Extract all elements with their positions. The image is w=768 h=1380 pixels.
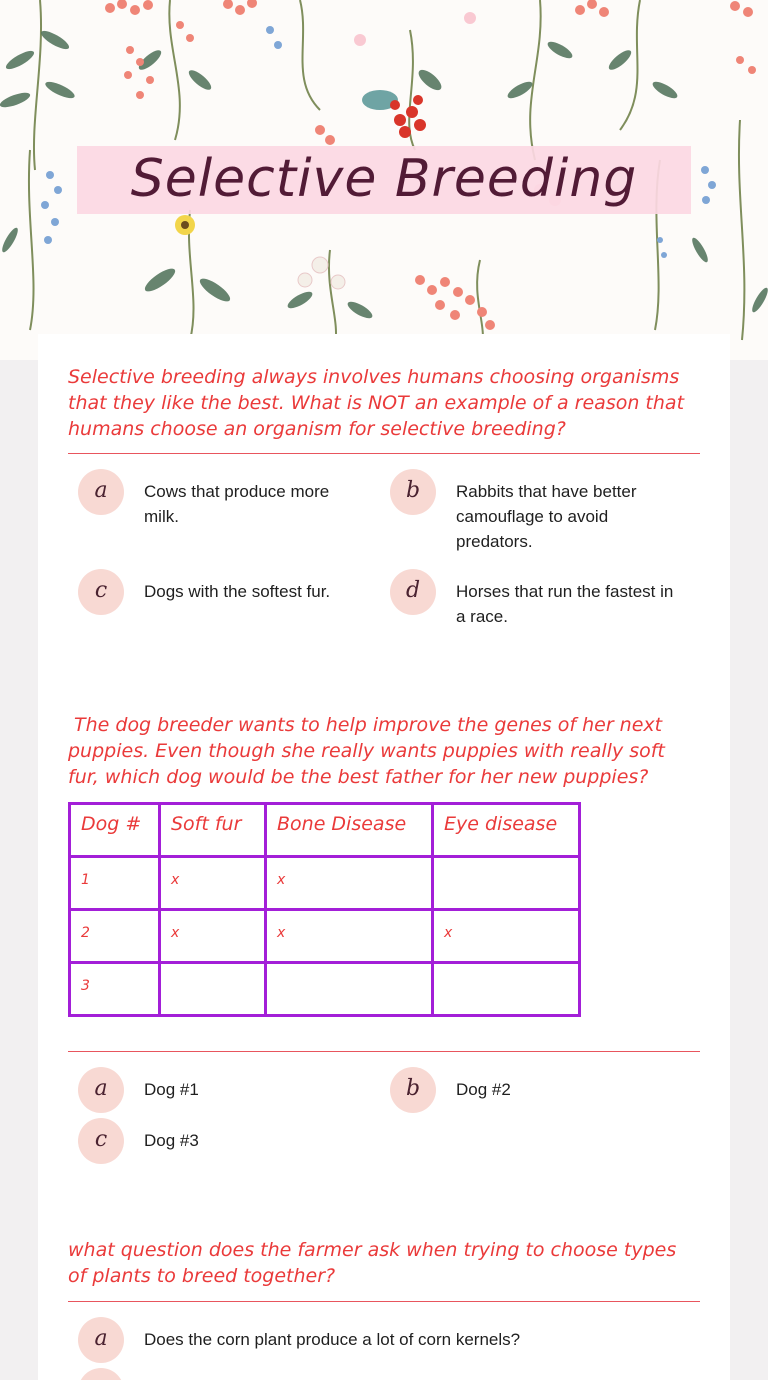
page-title: Selective Breeding [130,149,638,209]
table-cell: x [266,857,433,910]
table-header-cell: Dog # [70,804,160,857]
divider [68,1301,700,1302]
option-letter: b [390,469,436,515]
table-cell: x [160,910,266,963]
option-letter: a [78,1067,124,1113]
option-text: Rabbits that have better camouflage to avoid predators. [456,482,637,551]
option-letter: b [390,1067,436,1113]
table-cell: 1 [70,857,160,910]
option-letter: d [390,569,436,615]
option-text: Horses that run the fastest in a race. [456,582,674,626]
table-row [70,910,580,963]
table-header-cell: Bone Disease [266,804,433,857]
option-letter: c [78,569,124,615]
option-letter: c [78,1118,124,1164]
table-cell [433,963,580,1016]
table-row [70,963,580,1016]
option-letter [78,1368,124,1380]
option-letter: a [78,469,124,515]
table-cell [266,963,433,1016]
option-text: Dogs with the softest fur. [144,582,331,601]
table-cell: x [266,910,433,963]
table-header-cell: Eye disease [433,804,580,857]
table-header-cell: Soft fur [160,804,266,857]
table-cell: 3 [70,963,160,1016]
option-text: Dog #3 [144,1131,199,1150]
table-cell: x [160,857,266,910]
question-2-prompt: The dog breeder wants to help improve the genes of her next puppies. Even though she really wants puppies with really soft fur, which dog would be the best father for her new puppies? [68,714,665,788]
table-cell: x [433,910,580,963]
option-text: Dog #2 [456,1080,511,1099]
question-1-prompt: Selective breeding always involves humans choosing organisms that they like the best. What is NOT an example of a reason that humans choose an organism for selective breeding? [68,366,685,440]
question-3-prompt: what question does the farmer ask when trying to choose types of plants to breed together? [68,1239,677,1287]
table-cell [160,963,266,1016]
option-text: Does the corn plant produce a lot of corn kernels? [144,1330,521,1349]
question-3-option-b-partial[interactable] [78,1368,348,1380]
divider [68,453,700,454]
table-cell [433,857,580,910]
divider [68,1051,700,1052]
option-letter: a [78,1317,124,1363]
dog-traits-table [68,802,581,1017]
option-text: Dog #1 [144,1080,199,1099]
table-cell: 2 [70,910,160,963]
option-text: Cows that produce more milk. [144,482,330,526]
table-row [70,857,580,910]
table-header-row [70,804,580,857]
